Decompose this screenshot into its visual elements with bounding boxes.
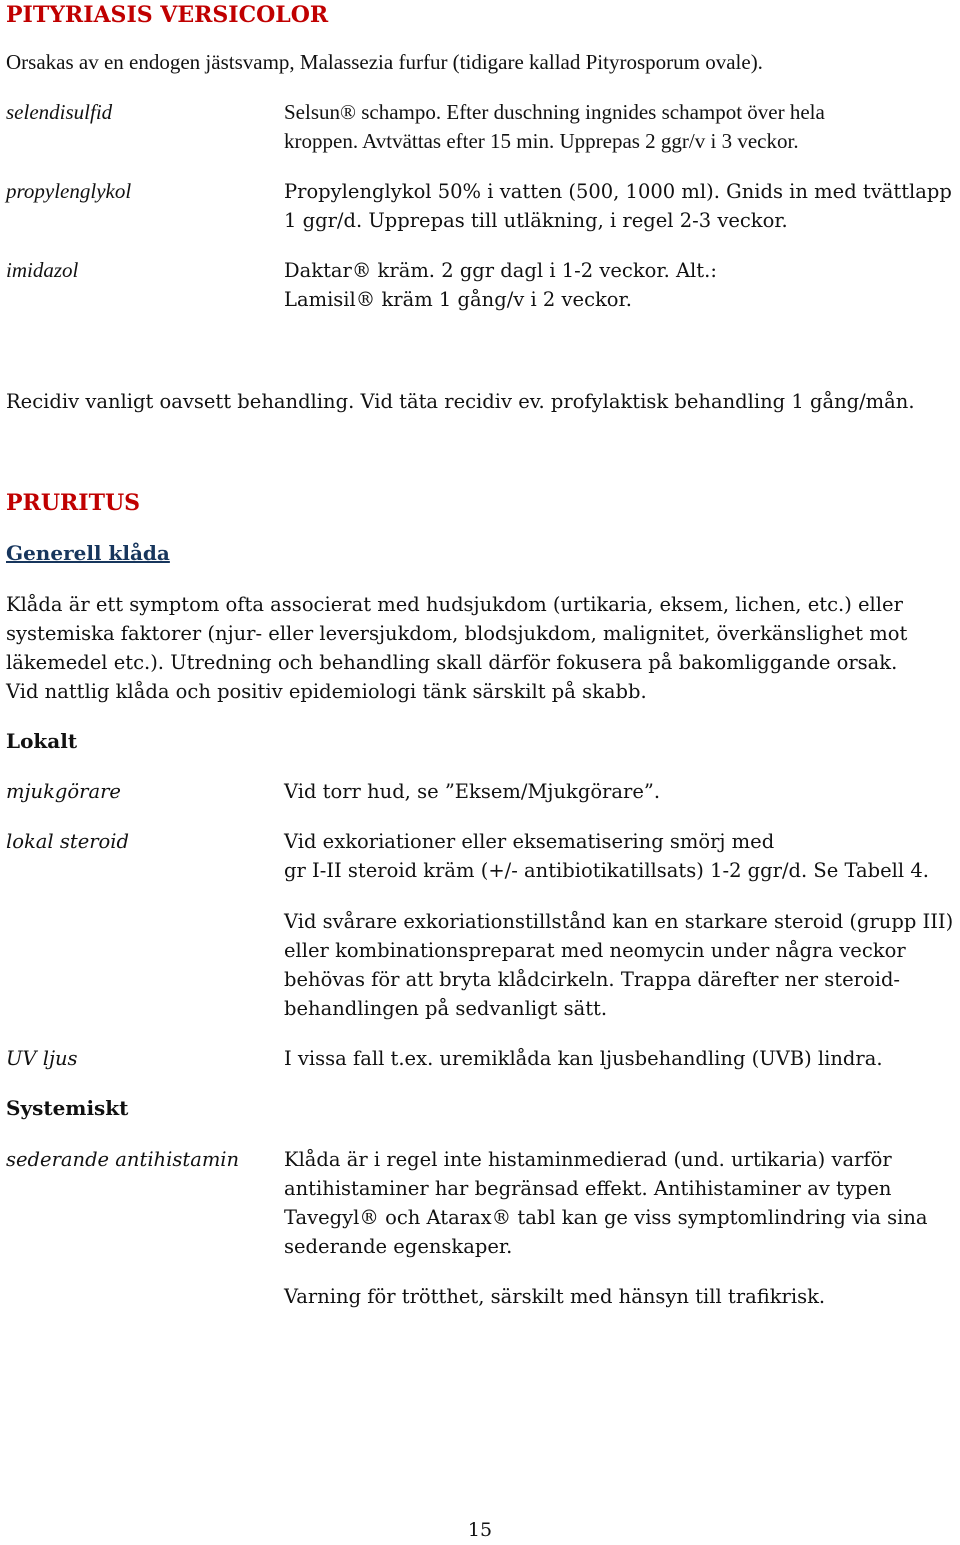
treatment-text-line: Propylenglykol 50% i vatten (500, 1000 ml). Gnids in med tvättlapp <box>284 180 952 203</box>
treatment-text-line: eller kombinationspreparat med neomycin under några veckor <box>284 939 906 962</box>
treatment-text-line: Vid exkoriationer eller eksematisering smörj med <box>284 830 775 853</box>
treatment-label-lokal-steroid: lokal steroid <box>6 830 130 853</box>
treatment-text-line: sederande egenskaper. <box>284 1235 513 1258</box>
pruritus-intro-line: systemiska faktorer (njur- eller leversjukdom, blodsjukdom, malignitet, överkänslighet mot <box>6 622 908 645</box>
treatment-text-line: Klåda är i regel inte histaminmedierad (und. urtikaria) varför <box>284 1148 892 1171</box>
treatment-text-line: behandlingen på sedvanligt sätt. <box>284 997 608 1020</box>
treatment-label-imidazol: imidazol <box>6 258 79 282</box>
section-title-pityriasis: PITYRIASIS VERSICOLOR <box>6 2 329 28</box>
treatment-text-line: Daktar® kräm. 2 ggr dagl i 1-2 veckor. Alt.: <box>284 259 717 282</box>
treatment-text-line: Vid svårare exkoriationstillstånd kan en starkare steroid (grupp III) <box>284 910 954 933</box>
treatment-text-line: behövas för att bryta klådcirkeln. Trappa därefter ner steroid- <box>284 968 901 991</box>
subsection-title-generell-klada: Generell klåda <box>6 541 170 565</box>
treatment-label-selendisulfid: selendisulfid <box>6 100 113 124</box>
heading-systemiskt: Systemiskt <box>6 1096 129 1120</box>
pruritus-intro-line: Vid nattlig klåda och positiv epidemiologi tänk särskilt på skabb. <box>6 680 647 703</box>
pityriasis-recidiv: Recidiv vanligt oavsett behandling. Vid täta recidiv ev. profylaktisk behandling 1 gång/mån. <box>6 390 915 413</box>
pityriasis-intro: Orsakas av en endogen jästsvamp, Malassezia furfur (tidigare kallad Pityrosporum ovale). <box>6 50 763 74</box>
heading-lokalt: Lokalt <box>6 729 78 753</box>
treatment-text-line: I vissa fall t.ex. uremiklåda kan ljusbehandling (UVB) lindra. <box>284 1047 883 1070</box>
treatment-text-line: antihistaminer har begränsad effekt. Antihistaminer av typen <box>284 1177 892 1200</box>
treatment-label-propylenglykol: propylenglykol <box>6 179 132 203</box>
warning-text: Varning för trötthet, särskilt med hänsyn till trafikrisk. <box>284 1285 826 1308</box>
pruritus-intro-line: Klåda är ett symptom ofta associerat med hudsjukdom (urtikaria, eksem, lichen, etc.) eller <box>6 593 903 616</box>
section-title-pruritus: PRURITUS <box>6 490 141 516</box>
treatment-label-sederande-antihistamin: sederande antihistamin <box>6 1148 240 1171</box>
treatment-label-mjukgorare: mjukgörare <box>6 780 121 803</box>
treatment-text-line: Tavegyl® och Atarax® tabl kan ge viss symptomlindring via sina <box>284 1206 928 1229</box>
treatment-text-line: Lamisil® kräm 1 gång/v i 2 veckor. <box>284 288 632 311</box>
treatment-text-line: 1 ggr/d. Upprepas till utläkning, i regel 2-3 veckor. <box>284 209 788 232</box>
page-number: 15 <box>467 1519 493 1541</box>
treatment-text-line: gr I-II steroid kräm (+/- antibiotikatillsats) 1-2 ggr/d. Se Tabell 4. <box>284 859 929 882</box>
treatment-text-line: kroppen. Avtvättas efter 15 min. Upprepas 2 ggr/v i 3 veckor. <box>284 129 799 153</box>
pruritus-intro-line: läkemedel etc.). Utredning och behandling skall därför fokusera på bakomliggande orsak. <box>6 651 898 674</box>
treatment-label-uv-ljus: UV ljus <box>6 1047 78 1070</box>
treatment-text-line: Selsun® schampo. Efter duschning ingnides schampot över hela <box>284 100 825 124</box>
treatment-text-line: Vid torr hud, se ”Eksem/Mjukgörare”. <box>284 780 661 803</box>
